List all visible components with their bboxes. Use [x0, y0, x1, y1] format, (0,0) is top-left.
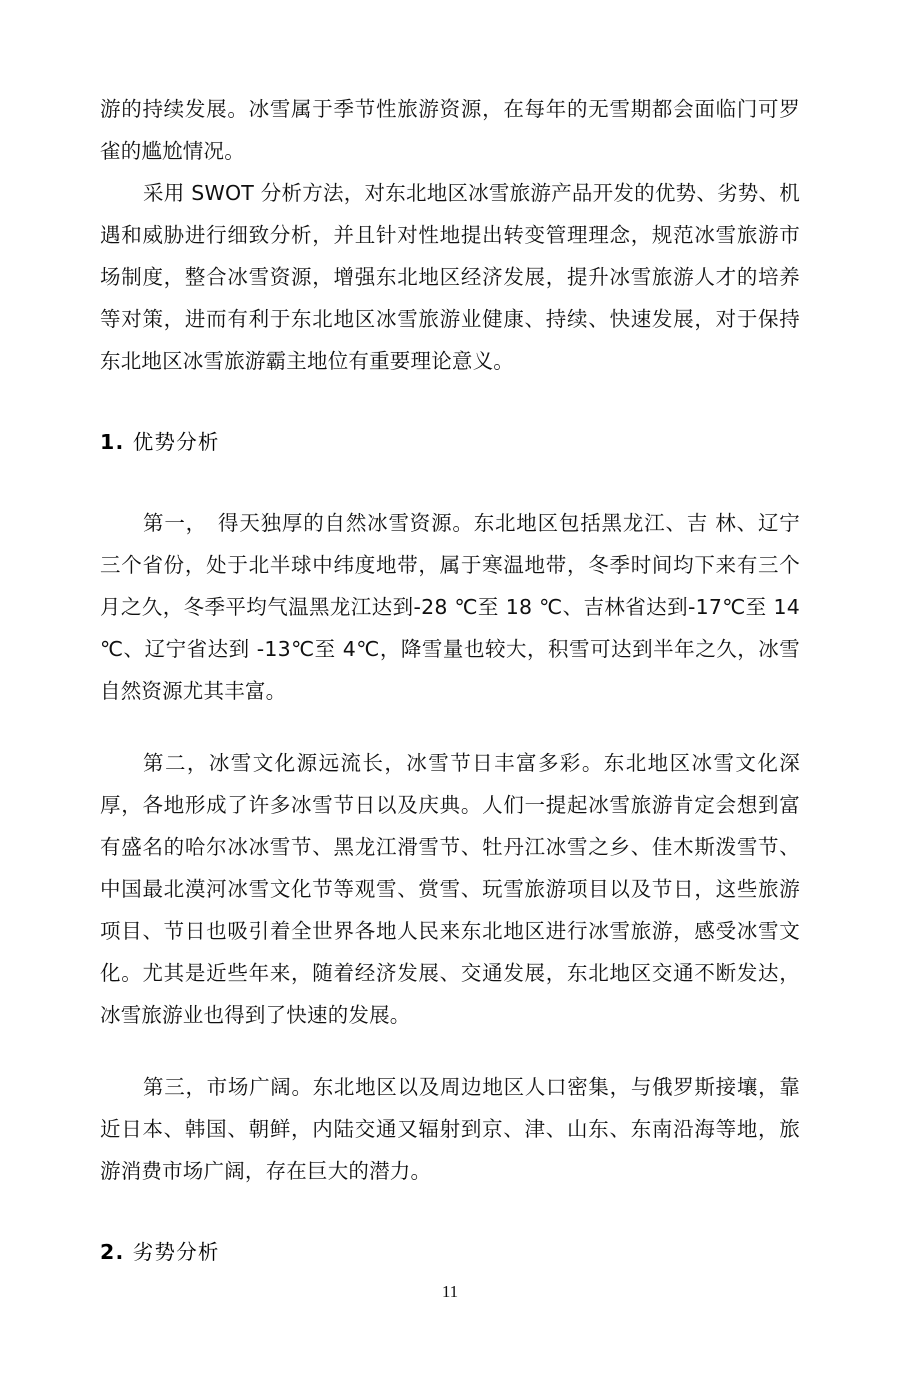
spacer-between-strength-1-2: [100, 712, 800, 742]
spacer-after-heading-1: [100, 458, 800, 502]
paragraph-swot-method: 采用 SWOT 分析方法，对东北地区冰雪旅游产品开发的优势、劣势、机遇和威胁进行细致分析，并且针对性地提出转变管理理念，规范冰雪旅游市场制度，整合冰雪资源，增强东北地区经济发展，提升冰雪旅游人才的培养等对策，进而有利于东北地区冰雪旅游业健康、持续、快速发展，对于保持东北地区冰雪旅游霸主地位有重要理论意义。: [100, 181, 800, 373]
paragraph-strength-second: 第二，冰雪文化源远流长，冰雪节日丰富多彩。东北地区冰雪文化深厚，各地形成了许多冰雪节日以及庆典。人们一提起冰雪旅游肯定会想到富有盛名的哈尔冰冰雪节、黑龙江滑雪节、牡丹江冰雪之乡、佳木斯泼雪节、中国最北漠河冰雪文化节等观雪、赏雪、玩雪旅游项目以及节日，这些旅游项目、节日也吸引着全世界各地人民来东北地区进行冰雪旅游，感受冰雪文化。尤其是近些年来，随着经济发展、交通发展，东北地区交通不断发达，冰雪旅游业也得到了快速的发展。: [100, 751, 800, 1027]
heading-strengths-analysis: 1. 优势分析: [100, 430, 220, 454]
page-content: [100, 88, 800, 1268]
paragraph-strength-first: 第一， 得天独厚的自然冰雪资源。东北地区包括黑龙江、吉 林、辽宁三个省份，处于北半球中纬度地带，属于寒温地带，冬季时间均下来有三个月之久，冬季平均气温黑龙江达到-28 ℃至 18 ℃、吉林省达到-17℃至 14 ℃、辽宁省达到 -13℃至 4℃，降雪量也较大，积雪可达到半年之久，冰雪自然资源尤其丰富。: [100, 511, 800, 703]
spacer-between-strength-2-3: [100, 1036, 800, 1066]
paragraph-strength-third: 第三，市场广阔。东北地区以及周边地区人口密集，与俄罗斯接壤，靠近日本、韩国、朝鲜，内陆交通又辐射到京、津、山东、东南沿海等地，旅游消费市场广阔，存在巨大的潜力。: [100, 1075, 800, 1183]
paragraph-continued-intro: 游的持续发展。冰雪属于季节性旅游资源，在每年的无雪期都会面临门可罗雀的尴尬情况。: [100, 97, 800, 163]
page-number: 11: [441, 1282, 459, 1301]
spacer-before-heading-2: [100, 1192, 800, 1236]
spacer-before-heading-1: [100, 382, 800, 426]
heading-weaknesses-analysis: 2. 劣势分析: [100, 1240, 220, 1264]
